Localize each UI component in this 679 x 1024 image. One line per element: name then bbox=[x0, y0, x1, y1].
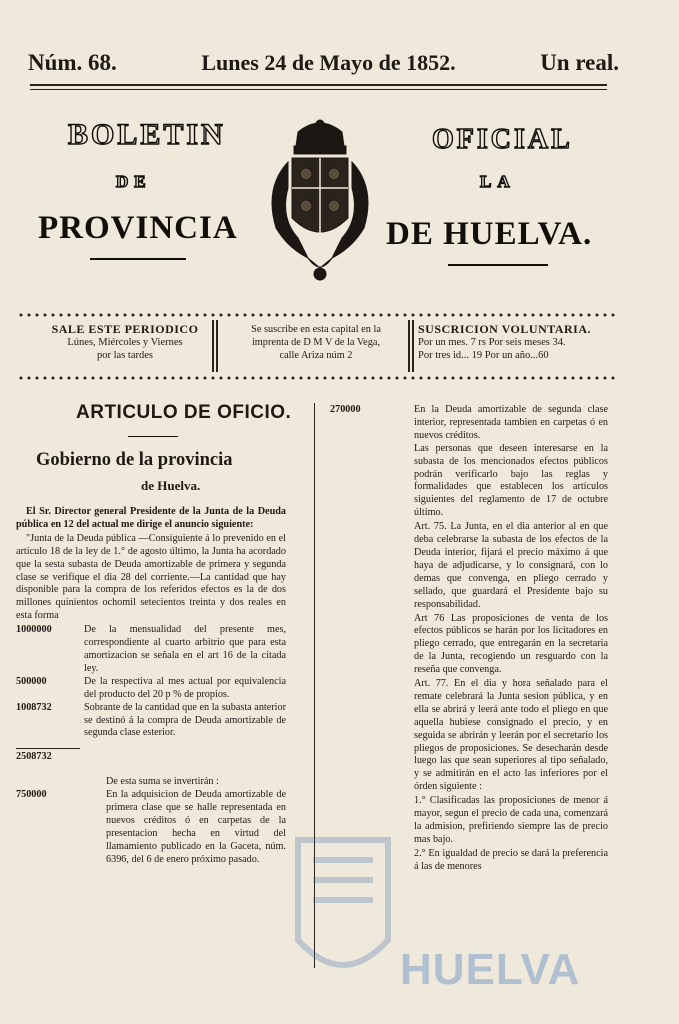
band-divider bbox=[216, 320, 218, 372]
ornament-right bbox=[448, 264, 548, 266]
intro-paragraph: El Sr. Director general Presidente de la Junta de la Deuda pública en 12 del actual me dirige el anuncio siguiente: bbox=[16, 506, 286, 530]
prices-title: SUSCRICION VOLUNTARIA. bbox=[418, 322, 592, 336]
article-subheading: de Huelva. bbox=[141, 478, 201, 493]
publication-schedule bbox=[32, 323, 218, 362]
amount-description: En la Deuda amortizable de segunda clase interior, representada tambien en carpetas ó en nuevos créditos. bbox=[414, 404, 608, 441]
title-boletin: BOLETIN bbox=[68, 118, 226, 151]
left-column-body bbox=[16, 506, 286, 867]
amount-item bbox=[16, 702, 286, 741]
title-de-huelva: DE HUELVA. bbox=[386, 216, 593, 252]
invest-intro: De esta suma se invertirán : bbox=[106, 776, 219, 788]
amount-value: 1008732 bbox=[16, 701, 52, 713]
amount-value: 270000 bbox=[330, 404, 361, 415]
watermark-text: HUELVA bbox=[400, 945, 581, 994]
issue-number: Núm. 68. bbox=[28, 50, 117, 75]
quote-paragraph: "Junta de la Deuda pública —Consiguiente á lo prevenido en el artículo 18 de la ley de 1.° de agosto último, la Junta ha acordado que la sesta subasta de Deuda amortizable de primera y segunda clase se verifique el dia 28 del corriente.—La cantidad que hay disponible para la compra de los referidos efectos es la de dos millones quinientos ochomil setecientos treinta y dos reales en esta forma bbox=[16, 532, 286, 622]
amount-item bbox=[16, 624, 286, 676]
amount-item bbox=[16, 789, 286, 866]
prices-line-2: Por tres id... 19 Por un año...60 bbox=[418, 350, 549, 361]
amount-description: En la adquisicion de Deuda amortizable de primera clase que se halle representada en nuevos créditos ó en carpetas de la presentacion hecha en virtud del llamamiento publicado en la Gaceta, núm. 6396, del 6 de enero próximo pasado. bbox=[106, 789, 286, 865]
section-ornament bbox=[128, 436, 178, 437]
schedule-days: Lúnes, Miércoles y Viernes bbox=[67, 337, 183, 348]
title-la: LA bbox=[480, 172, 516, 191]
issue-price: Un real. bbox=[540, 50, 619, 75]
schedule-time: por las tardes bbox=[97, 350, 153, 361]
subscription-band bbox=[18, 312, 618, 380]
band-divider bbox=[408, 320, 410, 372]
paragraph: Art. 77. En el dia y hora señalado para el remate celebrará la Junta sesion pública, y en ella se abrirá y leerá ante todo el pliego en que aquella hubiese consignado el precio, y en seguida se abrirán y leerán por el secretario los pliegos de proposiciones. Se desecharán desde luego las que sean superiores al tipo señalado, y se admitirán en el acto las inferiores por el órden siguiente : bbox=[414, 678, 608, 793]
section-title: ARTICULO DE OFICIO. bbox=[76, 402, 292, 423]
amount-value: 750000 bbox=[16, 789, 47, 801]
amount-item bbox=[330, 404, 608, 443]
prices-line-1: Por un mes. 7 rs Por seis meses 34. bbox=[418, 337, 566, 348]
amount-description: Sobrante de la cantidad que en la subasta anterior se destinó á la compra de Deuda amortizable de segunda clase esterior. bbox=[84, 701, 286, 739]
band-divider bbox=[412, 320, 414, 372]
location-line-1: Se suscribe en esta capital en la bbox=[251, 324, 381, 335]
schedule-title: SALE ESTE PERIODICO bbox=[51, 322, 199, 336]
title-oficial: OFICIAL bbox=[432, 124, 573, 155]
article-heading: Gobierno de la provincia bbox=[36, 450, 233, 470]
title-de: DE bbox=[116, 172, 152, 191]
title-provincia: PROVINCIA bbox=[38, 210, 238, 246]
royal-crest-icon bbox=[258, 118, 382, 284]
issue-date: Lunes 24 de Mayo de 1852. bbox=[201, 50, 456, 75]
paragraph: 2.° En igualdad de precio se dará la preferencia á las de menores bbox=[414, 847, 608, 872]
amount-value: 1000000 bbox=[16, 624, 52, 636]
paragraph: Art 76 Las proposiciones de venta de los efectos públicos se harán por los licitadores en pliego cerrado, que entregarán en la secretaria de la Junta, recogiendo un resguardo con la reseña que convenga. bbox=[414, 612, 608, 676]
subscription-prices bbox=[418, 323, 602, 362]
total-amount: 2508732 bbox=[16, 751, 52, 763]
amount-value: 500000 bbox=[16, 675, 47, 687]
amount-description: De la respectiva al mes actual por equivalencia del producto del 20 p % de propios. bbox=[84, 675, 286, 700]
amount-item bbox=[16, 676, 286, 702]
header-rule-top bbox=[30, 84, 607, 86]
paragraph: Las personas que deseen interesarse en la subasta de los mencionados efectos públicos podrán verificarlo bajo las reglas y formalidades que establecen los artículos siguientes del reglamento de 17 de octubre último. bbox=[414, 442, 608, 519]
amount-description: De la mensualidad del presente mes, correspondiente al cuarto arbitrio que para esta amortizacion se señala en el art 16 de la citada ley. bbox=[84, 624, 286, 674]
location-line-2: imprenta de D M V de la Vega, bbox=[251, 337, 381, 348]
ornament-left bbox=[90, 258, 186, 260]
right-column-body bbox=[330, 404, 608, 875]
location-line-3: calle Ariza núm 2 bbox=[279, 350, 353, 361]
issue-header bbox=[28, 50, 619, 76]
band-divider bbox=[212, 320, 214, 372]
header-rule-bottom bbox=[30, 89, 607, 90]
paragraph: 1.° Clasificadas las proposiciones de menor á mayor, segun el precio de cada una, comenzará la admision, prefiriendo siempre las de precio mas bajo. bbox=[414, 795, 608, 845]
paragraph: Art. 75. La Junta, en el dia anterior al en que deba celebrarse la subasta de los efectos de la Deuda interior, fijará el precio máximo á que haya de adjudicarse, y lo consignará, con lo demas que convenga, en pliego cerrado y sellado, que guardará el Presidente bajo su responsabilidad. bbox=[414, 521, 608, 610]
subscription-location bbox=[224, 323, 408, 362]
total-rule bbox=[16, 748, 80, 749]
